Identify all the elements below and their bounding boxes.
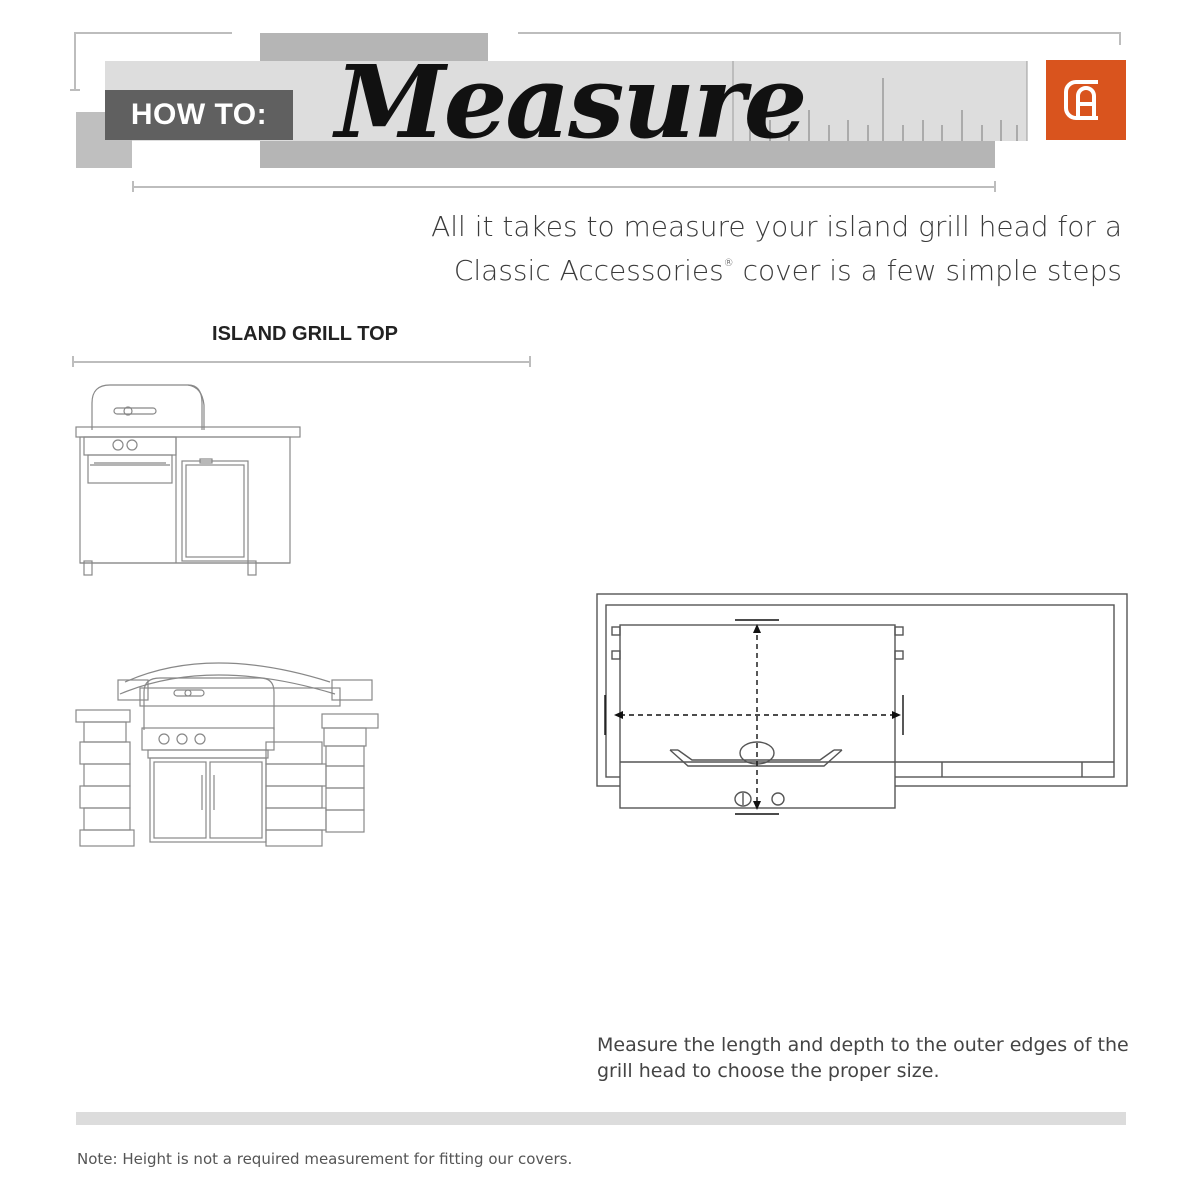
island-grill-illustration-1 xyxy=(70,375,310,585)
ca-logo-icon xyxy=(1046,60,1126,140)
top-view-measurement-diagram xyxy=(590,590,1135,830)
intro-line-2-pre: Classic Accessories xyxy=(453,254,724,287)
ca-logo-mark xyxy=(1058,72,1114,128)
section-title: ISLAND GRILL TOP xyxy=(212,323,398,345)
intro-line-1: All it takes to measure your island grill head for a xyxy=(431,210,1122,243)
section-underline xyxy=(0,0,560,380)
island-grill-illustration-2 xyxy=(70,650,380,850)
intro-line-2-post: cover is a few simple steps xyxy=(733,254,1122,287)
divider-bar xyxy=(76,1112,1126,1125)
page-title: Measure xyxy=(335,43,806,161)
how-to-label: HOW TO: xyxy=(105,90,293,140)
footnote: Note: Height is not a required measurement for fitting our covers. xyxy=(77,1150,573,1168)
instruction-text: Measure the length and depth to the outer edges of the grill head to choose the proper size. xyxy=(597,1034,1129,1082)
registered-mark: ® xyxy=(723,258,734,269)
